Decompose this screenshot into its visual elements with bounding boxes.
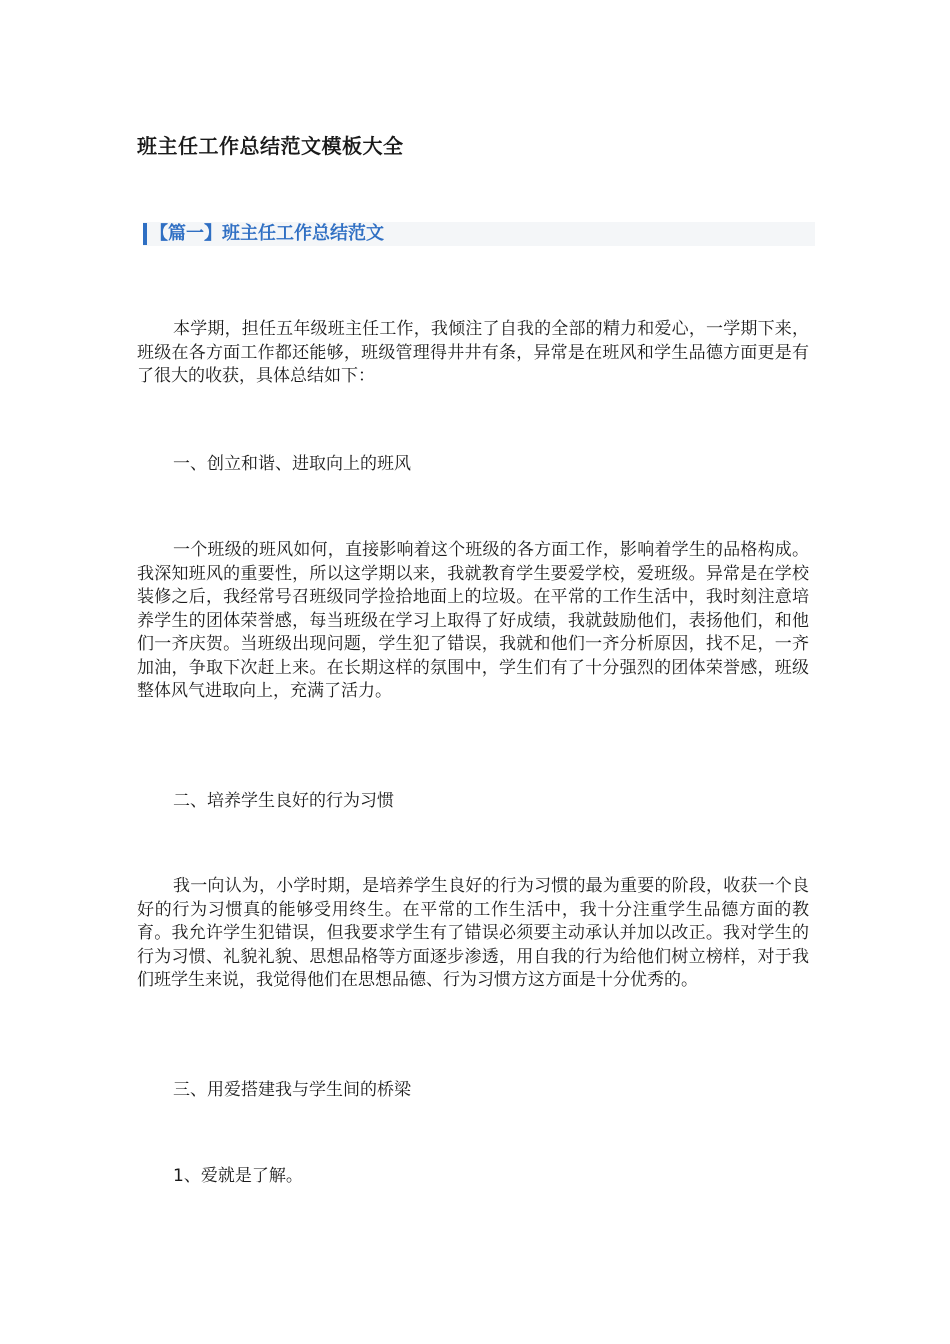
section-accent-bar (143, 223, 147, 245)
heading-3: 三、用爱搭建我与学生间的桥梁 (173, 1080, 411, 1100)
intro-paragraph: 本学期，担任五年级班主任工作，我倾注了自我的全部的精力和爱心，一学期下来，班级在各方面工作都还能够，班级管理得井井有条，异常是在班风和学生品德方面更是有了很大的收获，具体总结如下： (137, 319, 809, 386)
heading-1: 一、创立和谐、进取向上的班风 (173, 454, 411, 474)
section-header (143, 222, 815, 246)
paragraph-2: 我一向认为，小学时期，是培养学生良好的行为习惯的最为重要的阶段，收获一个良好的行为习惯真的能够受用终生。在平常的工作生活中，我十分注重学生品德方面的教育。我允许学生犯错误，但我要求学生有了错误必须要主动承认并加以改正。我对学生的行为习惯、礼貌礼貌、思想品格等方面逐步渗透，用自我的行为给他们树立榜样，对于我们班学生来说，我觉得他们在思想品德、行为习惯方这方面是十分优秀的。 (137, 876, 809, 990)
section-title: 【篇一】班主任工作总结范文 (150, 223, 384, 244)
sub-heading-1: 1、爱就是了解。 (173, 1166, 303, 1186)
document-title: 班主任工作总结范文模板大全 (137, 134, 404, 158)
paragraph-1: 一个班级的班风如何，直接影响着这个班级的各方面工作，影响着学生的品格构成。我深知班风的重要性，所以这学期以来，我就教育学生要爱学校，爱班级。异常是在学校装修之后，我经常号召班级同学捡拾地面上的垃圾。在平常的工作生活中，我时刻注意培养学生的团体荣誉感，每当班级在学习上取得了好成绩，我就鼓励他们，表扬他们，和他们一齐庆贺。当班级出现问题，学生犯了错误，我就和他们一齐分析原因，找不足，一齐加油，争取下次赶上来。在长期这样的氛围中，学生们有了十分强烈的团体荣誉感，班级整体风气进取向上，充满了活力。 (137, 540, 809, 701)
heading-2: 二、培养学生良好的行为习惯 (173, 791, 394, 811)
